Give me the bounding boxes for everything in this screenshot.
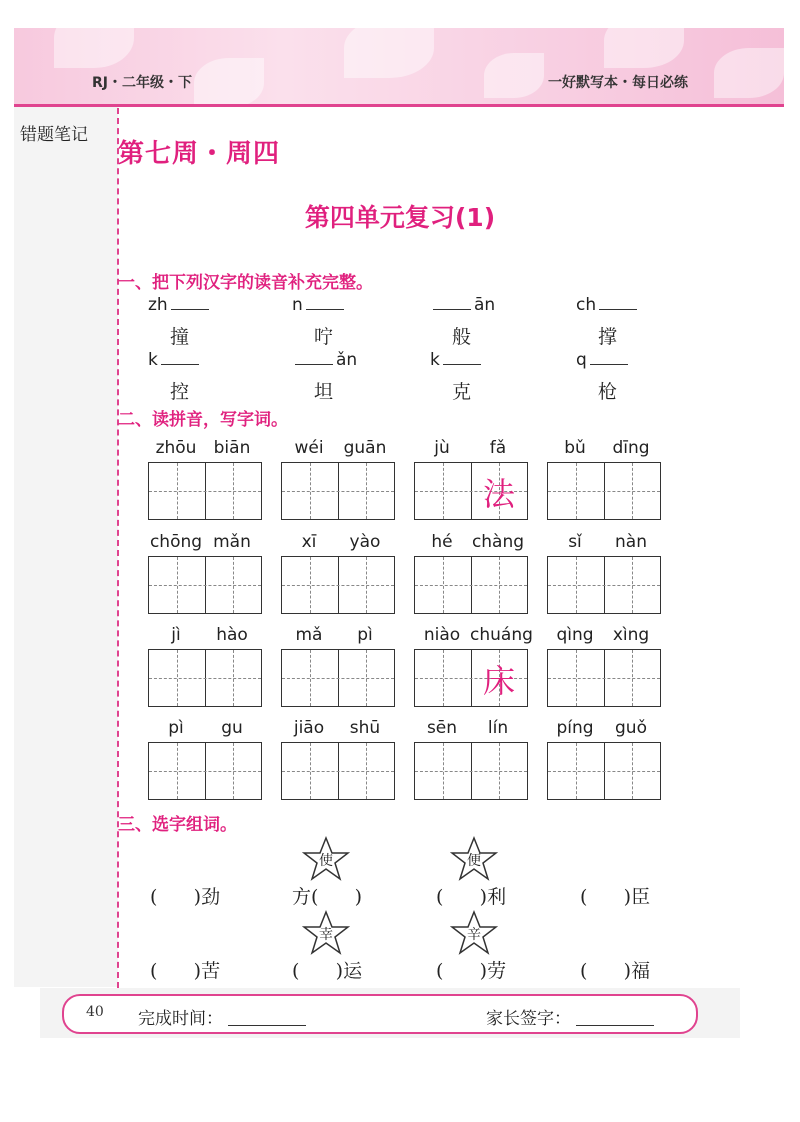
grid-guide (282, 771, 394, 772)
grid-guide (415, 585, 527, 586)
pinyin-syllable: jì (171, 625, 181, 645)
pinyin-syllable: jù (434, 438, 450, 458)
dashed-divider (117, 108, 119, 988)
writing-grid[interactable] (547, 556, 661, 614)
star-char: 幸 (319, 927, 333, 943)
pinyin-syllable: hé (431, 532, 453, 552)
parent-signature-line[interactable] (576, 1025, 654, 1026)
pinyin-blank[interactable] (433, 295, 471, 310)
writing-grid[interactable] (414, 556, 528, 614)
pinyin-blank[interactable] (171, 295, 209, 310)
pinyin-prompt: ch (576, 295, 640, 315)
filled-char: 床 (482, 662, 515, 700)
pinyin-syllable: wéi (294, 438, 324, 458)
pinyin-syllable: xī (301, 532, 317, 552)
header-left: RJ・二年级・下 (92, 75, 192, 91)
week-title: 第七周・周四 (118, 139, 281, 169)
pinyin-syllable: hào (216, 625, 248, 645)
star-char-badge (302, 910, 350, 956)
word-blank[interactable]: ( )福 (580, 960, 651, 982)
writing-grid[interactable] (281, 462, 395, 520)
grid-guide (282, 678, 394, 679)
grid-guide (548, 585, 660, 586)
pinyin-syllable: chōng (149, 532, 203, 552)
word-blank[interactable]: ( )运 (292, 960, 363, 982)
pinyin-syllable: yào (349, 532, 381, 552)
writing-grid[interactable] (148, 462, 262, 520)
pinyin-blank[interactable] (590, 350, 628, 365)
pinyin-prompt: k (148, 350, 202, 370)
pinyin-syllable: gu (221, 718, 243, 738)
pinyin-syllable: biān (213, 438, 251, 458)
hanzi-char: 撑 (598, 326, 618, 348)
word-blank[interactable]: 方( ) (292, 886, 363, 908)
star-char-badge (450, 910, 498, 956)
writing-grid[interactable] (414, 462, 528, 520)
section2-title: 二、读拼音，写字词。 (118, 410, 288, 430)
grid-guide (149, 678, 261, 679)
pinyin-syllable: fǎ (489, 438, 507, 458)
grid-guide (149, 491, 261, 492)
pinyin-syllable: píng (556, 718, 594, 738)
pinyin-syllable: bǔ (564, 438, 586, 458)
pinyin-syllable: sēn (426, 718, 458, 738)
writing-grid[interactable] (414, 649, 528, 707)
grid-guide (282, 491, 394, 492)
pinyin-prompt: ǎn (292, 350, 357, 370)
pinyin-syllable: mǎn (213, 532, 251, 552)
writing-grid[interactable] (547, 742, 661, 800)
grid-guide (149, 585, 261, 586)
pinyin-syllable: sǐ (568, 532, 582, 552)
writing-grid[interactable] (547, 462, 661, 520)
pinyin-prompt: q (576, 350, 631, 370)
pinyin-prompt: zh (148, 295, 212, 315)
pinyin-syllable: guǒ (615, 718, 647, 738)
grid-guide (415, 771, 527, 772)
pinyin-blank[interactable] (295, 350, 333, 365)
sidebar-label: 错题笔记 (20, 125, 88, 145)
parent-signature-label: 家长签字： (486, 1009, 571, 1029)
completion-time-line[interactable] (228, 1025, 306, 1026)
word-blank[interactable]: ( )利 (436, 886, 507, 908)
page-number: 40 (86, 1004, 104, 1020)
pinyin-syllable: dīng (612, 438, 650, 458)
completion-time-label: 完成时间： (138, 1009, 223, 1029)
pinyin-prompt: n (292, 295, 347, 315)
writing-grid[interactable] (547, 649, 661, 707)
grid-guide (548, 771, 660, 772)
pinyin-syllable: xìng (612, 625, 650, 645)
hanzi-char: 般 (452, 326, 472, 348)
header-banner (14, 28, 784, 106)
pinyin-syllable: lín (487, 718, 509, 738)
writing-grid[interactable] (148, 556, 262, 614)
pinyin-prompt: k (430, 350, 484, 370)
grid-guide (149, 771, 261, 772)
hanzi-char: 坦 (314, 381, 334, 403)
header-right: 一好默写本・每日必练 (548, 75, 688, 91)
word-blank[interactable]: ( )臣 (580, 886, 651, 908)
pinyin-syllable: pì (168, 718, 184, 738)
section3-title: 三、选字组词。 (118, 815, 237, 835)
pinyin-syllable: zhōu (155, 438, 197, 458)
word-blank[interactable]: ( )劳 (436, 960, 507, 982)
pinyin-blank[interactable] (599, 295, 637, 310)
grid-guide (548, 491, 660, 492)
section1-title: 一、把下列汉字的读音补充完整。 (118, 273, 373, 293)
writing-grid[interactable] (148, 742, 262, 800)
pinyin-syllable: guān (343, 438, 387, 458)
star-char-badge (302, 836, 350, 882)
pinyin-syllable: chuáng (470, 625, 533, 645)
pinyin-syllable: qìng (556, 625, 594, 645)
writing-grid[interactable] (281, 556, 395, 614)
hanzi-char: 克 (452, 381, 472, 403)
pinyin-blank[interactable] (443, 350, 481, 365)
writing-grid[interactable] (281, 649, 395, 707)
hanzi-char: 咛 (314, 326, 334, 348)
writing-grid[interactable] (148, 649, 262, 707)
word-blank[interactable]: ( )劲 (150, 886, 221, 908)
pinyin-blank[interactable] (161, 350, 199, 365)
notes-gutter (14, 107, 118, 987)
header-rule (14, 104, 784, 107)
pinyin-prompt: ān (430, 295, 495, 315)
pinyin-syllable: shū (349, 718, 381, 738)
grid-guide (282, 585, 394, 586)
hanzi-char: 控 (170, 381, 190, 403)
pinyin-syllable: niào (423, 625, 461, 645)
pinyin-syllable: pì (357, 625, 373, 645)
filled-char: 法 (482, 475, 515, 513)
writing-grid[interactable] (414, 742, 528, 800)
pinyin-syllable: chàng (471, 532, 525, 552)
star-char: 辛 (467, 927, 481, 943)
star-char: 便 (467, 853, 481, 869)
grid-guide (548, 678, 660, 679)
pinyin-syllable: mǎ (295, 625, 323, 645)
star-char-badge (450, 836, 498, 882)
pinyin-blank[interactable] (306, 295, 344, 310)
word-blank[interactable]: ( )苦 (150, 960, 221, 982)
star-char: 使 (319, 853, 333, 869)
hanzi-char: 撞 (170, 326, 190, 348)
hanzi-char: 枪 (598, 381, 618, 403)
writing-grid[interactable] (281, 742, 395, 800)
unit-title: 第四单元复习(1) (304, 203, 496, 232)
pinyin-syllable: nàn (615, 532, 647, 552)
pinyin-syllable: jiāo (293, 718, 325, 738)
